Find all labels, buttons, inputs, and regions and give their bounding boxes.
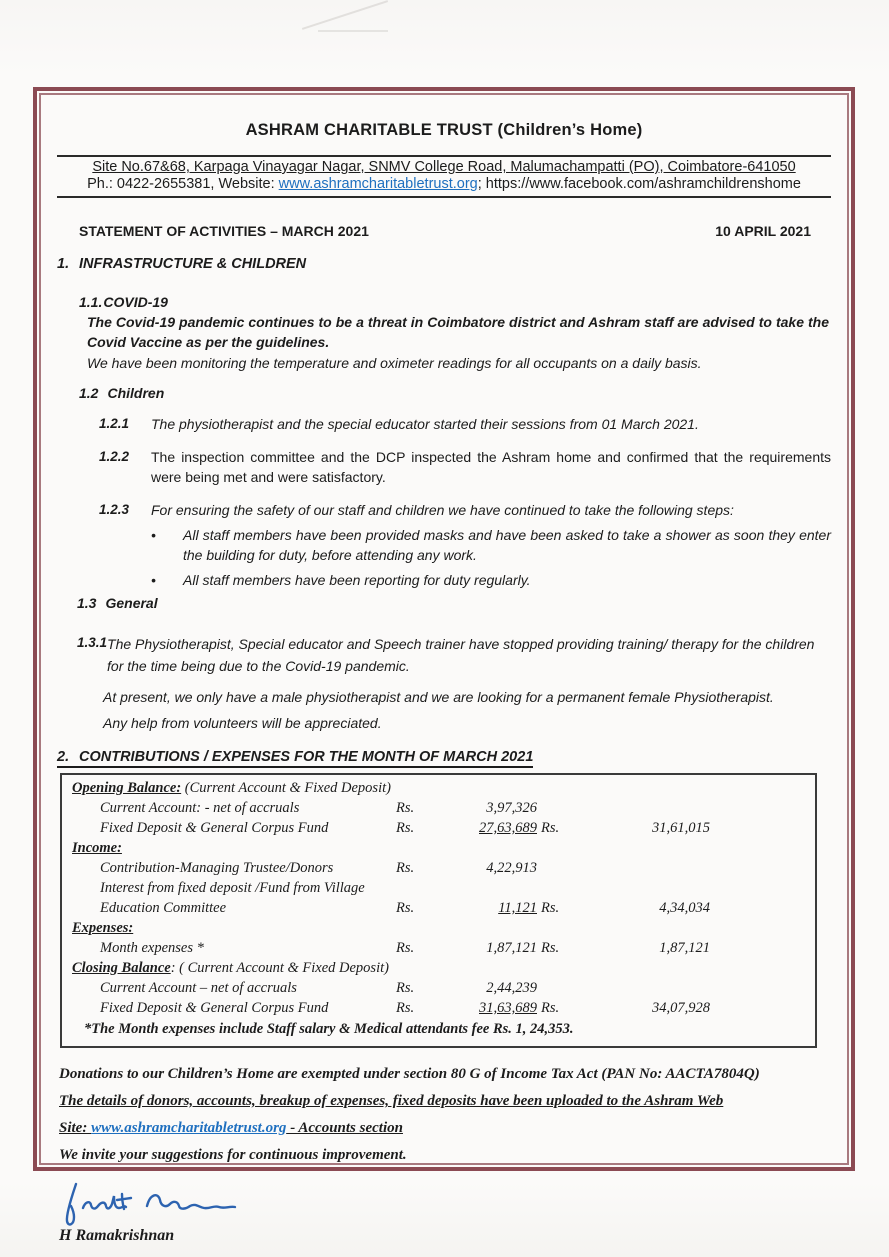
item-number: 1.2.1 (99, 416, 130, 431)
amount-total (615, 918, 710, 938)
section-title: CONTRIBUTIONS / EXPENSES FOR THE MONTH OF MARCH 2021 (79, 749, 534, 765)
item-text: For ensuring the safety of our staff and children we have continued to take the following steps: (151, 502, 734, 518)
details-note: The details of donors, accounts, breakup of expenses, fixed deposits have been uploaded to the Ashram Web (59, 1093, 724, 1109)
document-content (39, 93, 849, 1244)
amount-value: 2,44,239 (486, 980, 537, 996)
table-row (70, 778, 807, 798)
table-row (70, 858, 807, 878)
table-row (70, 798, 807, 818)
currency-label: Rs. (541, 940, 560, 956)
currency-label: Rs. (396, 800, 415, 816)
currency-label (537, 838, 615, 858)
currency-label: Rs. (396, 940, 415, 956)
subsection-title: General (105, 595, 158, 611)
amount-value: 27,63,689 (479, 820, 537, 836)
table-row (70, 918, 807, 938)
section-number: 2. (57, 749, 70, 765)
amount-value: 4,22,913 (486, 860, 537, 876)
site-prefix: Site: (59, 1120, 92, 1136)
subsection-number: 1.1. (79, 294, 103, 310)
amount-total (615, 778, 710, 798)
amount-total (615, 978, 710, 998)
amount-value: 31,63,689 (479, 1000, 537, 1016)
table-row (70, 978, 807, 998)
section-number: 1. (57, 256, 70, 272)
bullet-text: All staff members have been reporting for duty regularly. (183, 572, 531, 588)
currency-label (392, 838, 442, 858)
currency-label: Rs. (396, 860, 415, 876)
row-label: Current Account – net of accruals (100, 980, 297, 996)
amount-value: 3,97,326 (486, 800, 537, 816)
donation-note: Donations to our Children’s Home are exempted under section 80 G of Income Tax Act (PAN No: AACTA7804Q) (59, 1066, 760, 1082)
table-footnote: *The Month expenses include Staff salary & Medical attendants fee Rs. 1, 24,353. (84, 1021, 574, 1037)
currency-label (537, 958, 615, 978)
amount-value (442, 878, 537, 898)
row-label: Contribution-Managing Trustee/Donors (100, 860, 334, 876)
section-2-heading (57, 749, 831, 768)
subsection-title: COVID-19 (103, 294, 168, 310)
item-number: 1.3.1 (77, 635, 108, 650)
table-row (70, 818, 807, 838)
item-number: 1.2.2 (99, 449, 130, 464)
contrib-table-rows (70, 778, 807, 1018)
bullet-item (151, 570, 831, 590)
table-row (70, 878, 807, 898)
row-label: Interest from fixed deposit /Fund from Village (100, 880, 365, 896)
amount-value (442, 918, 537, 938)
table-row (70, 958, 807, 978)
facebook-url: ; https://www.facebook.com/ashramchildrenshome (477, 176, 801, 192)
row-label: Current Account: - net of accruals (100, 800, 300, 816)
currency-label (537, 918, 615, 938)
accounts-website-link[interactable]: www.ashramcharitabletrust.org (91, 1120, 287, 1136)
amount-value: 11,121 (498, 900, 537, 916)
covid-paragraph-bold: The Covid-19 pandemic continues to be a threat in Coimbatore district and Ashram staff are advised to take the Covid Vaccine as per the guidelines. (87, 314, 829, 350)
contact-line (57, 176, 831, 193)
row-label: Month expenses * (100, 940, 204, 956)
currency-label (537, 798, 615, 818)
list-item (99, 447, 831, 487)
currency-label: Rs. (541, 900, 560, 916)
item-number: 1.2.3 (99, 502, 130, 517)
amount-total: 31,61,015 (652, 820, 710, 836)
statement-header (79, 223, 811, 239)
currency-label: Rs. (541, 1000, 560, 1016)
suggestions-note: We invite your suggestions for continuous improvement. (59, 1147, 407, 1163)
row-label: Fixed Deposit & General Corpus Fund (100, 1000, 329, 1016)
currency-label: Rs. (396, 900, 415, 916)
page-title: ASHRAM CHARITABLE TRUST (Children’s Home) (245, 121, 643, 139)
subsection-number: 1.3 (77, 595, 97, 611)
amount-total: 1,87,121 (659, 940, 710, 956)
list-item (77, 633, 831, 677)
currency-label: Rs. (396, 1000, 415, 1016)
bullet-icon: • (151, 527, 156, 543)
currency-label (537, 778, 615, 798)
amount-total (615, 878, 710, 898)
amount-value (442, 778, 537, 798)
maroon-border-frame (33, 87, 855, 1244)
item-text: The Physiotherapist, Special educator and Speech trainer have stopped providing training/ therapy for the children for the time being due to the Covid-19 pandemic. (107, 636, 815, 674)
section-title: INFRASTRUCTURE & CHILDREN (79, 256, 307, 272)
currency-label (392, 958, 442, 978)
currency-label: Rs. (541, 820, 560, 836)
statement-title: STATEMENT OF ACTIVITIES – MARCH 2021 (79, 223, 369, 239)
amount-value (442, 838, 537, 858)
phone-label: Ph.: 0422-2655381, Website: (87, 176, 279, 192)
table-row (70, 938, 807, 958)
amount-total (615, 958, 710, 978)
item-text: The physiotherapist and the special educator started their sessions from 01 March 2021. (151, 416, 699, 432)
covid-paragraph: We have been monitoring the temperature and oximeter readings for all occupants on a daily basis. (87, 355, 702, 371)
amount-total: 34,07,928 (652, 1000, 710, 1016)
footer-notes (59, 1061, 827, 1169)
currency-label (392, 878, 442, 898)
section-1-1-heading (79, 294, 831, 310)
row-label: Expenses: (72, 920, 134, 936)
site-suffix: - Accounts section (286, 1120, 403, 1136)
general-paragraph: At present, we only have a male physiotherapist and we are looking for a permanent female Physiotherapist. (103, 689, 774, 705)
address-line: Site No.67&68, Karpaga Vinayagar Nagar, SNMV College Road, Malumachampatti (PO), Coimbatore-641050 (92, 159, 796, 175)
general-paragraph: Any help from volunteers will be appreciated. (103, 715, 382, 731)
row-label: Education Committee (100, 900, 227, 916)
row-label: Opening Balance: (Current Account & Fixed Deposit) (72, 780, 391, 796)
list-item (99, 500, 831, 520)
contributions-table (60, 773, 817, 1048)
signatory-name: H Ramakrishnan (59, 1227, 175, 1244)
subsection-title: Children (107, 385, 165, 401)
scan-artifact (302, 0, 388, 30)
website-link[interactable]: www.ashramcharitabletrust.org (278, 176, 478, 192)
subsection-number: 1.2 (79, 385, 99, 401)
statement-date: 10 APRIL 2021 (715, 223, 811, 239)
signature (59, 1181, 831, 1227)
bullet-item (151, 525, 831, 565)
scan-artifact (318, 30, 388, 32)
signature-ink-icon (59, 1181, 269, 1227)
table-row (70, 998, 807, 1018)
bullet-icon: • (151, 572, 156, 588)
amount-value: 1,87,121 (486, 940, 537, 956)
currency-label (392, 918, 442, 938)
list-item (99, 414, 831, 434)
amount-total (615, 798, 710, 818)
bullet-text: All staff members have been provided masks and have been asked to take a shower as soon they enter the building for duty, before attending any work. (183, 527, 831, 563)
item-text: The inspection committee and the DCP inspected the Ashram home and confirmed that the requirements were being met and were satisfactory. (151, 449, 831, 485)
currency-label (537, 878, 615, 898)
currency-label: Rs. (396, 980, 415, 996)
address-block (57, 155, 831, 198)
row-label: Closing Balance: ( Current Account & Fixed Deposit) (72, 960, 389, 976)
section-1-2-heading (79, 385, 831, 401)
row-label: Income: (72, 840, 122, 856)
amount-total: 4,34,034 (659, 900, 710, 916)
currency-label: Rs. (396, 820, 415, 836)
section-1-3-heading (77, 595, 831, 611)
table-row (70, 838, 807, 858)
amount-total (615, 858, 710, 878)
section-1-heading (57, 256, 831, 272)
amount-total (615, 838, 710, 858)
row-label: Fixed Deposit & General Corpus Fund (100, 820, 329, 836)
currency-label (537, 858, 615, 878)
currency-label (392, 778, 442, 798)
site-note (59, 1115, 827, 1142)
currency-label (537, 978, 615, 998)
table-row (70, 898, 807, 918)
amount-value (442, 958, 537, 978)
